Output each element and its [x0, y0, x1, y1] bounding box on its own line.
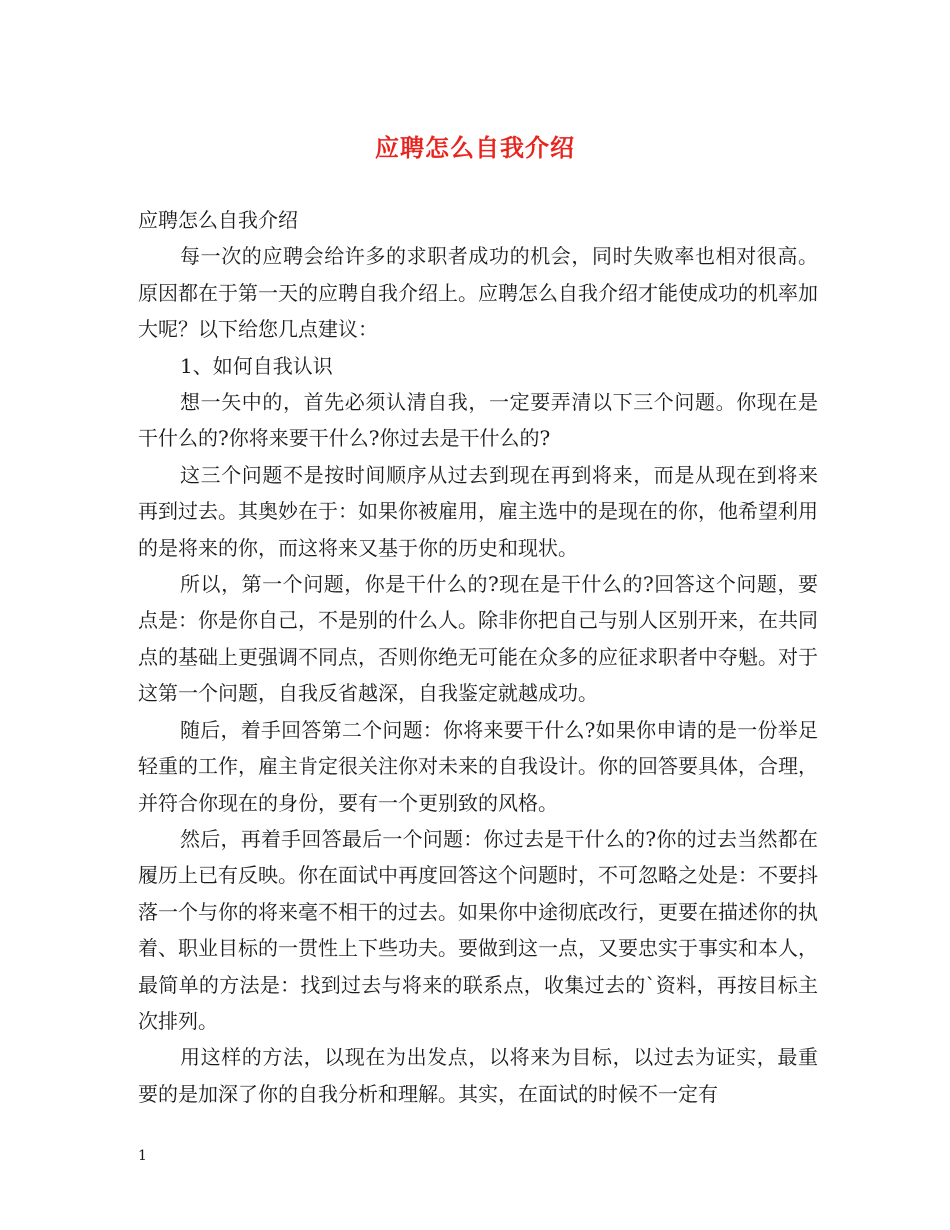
section-heading: 1、如何自我认识	[180, 353, 333, 378]
page-number: 1	[138, 1148, 147, 1164]
paragraph: 随后，着手回答第二个问题：你将来要干什么?如果你申请的是一份举足轻重的工作，雇主肯定很关注你对未来的自我设计。你的回答要具体，合理，并符合你现在的身份，要有一个更别致的风格。	[138, 717, 818, 815]
paragraph: 所以，第一个问题，你是干什么的?现在是干什么的?回答这个问题，要点是：你是你自己，不是别的什么人。除非你把自己与别人区别开来，在共同点的基础上更强调不同点，否则你绝无可能在众多的应征求职者中夺魁。对于这第一个问题，自我反省越深，自我鉴定就越成功。	[138, 572, 818, 706]
paragraph-heading: 应聘怎么自我介绍	[138, 208, 298, 232]
document-title: 应聘怎么自我介绍	[375, 133, 575, 162]
paragraph: 想一矢中的，首先必须认清自我，一定要弄清以下三个问题。你现在是干什么的?你将来要干什么?你过去是干什么的?	[138, 390, 818, 451]
paragraph: 这三个问题不是按时间顺序从过去到现在再到将来，而是从现在到将来再到过去。其奥妙在于：如果你被雇用，雇主选中的是现在的你，他希望利用的是将来的你，而这将来又基于你的历史和现状。	[138, 462, 818, 560]
document-body	[138, 202, 818, 1112]
paragraph: 用这样的方法，以现在为出发点，以将来为目标，以过去为证实，最重要的是加深了你的自我分析和理解。其实，在面试的时候不一定有	[138, 1045, 818, 1106]
paragraph: 然后，再着手回答最后一个问题：你过去是干什么的?你的过去当然都在履历上已有反映。你在面试中再度回答这个问题时，不可忽略之处是：不要抖落一个与你的将来毫不相干的过去。如果你中途彻底改行，更要在描述你的执着、职业目标的一贯性上下些功夫。要做到这一点，又要忠实于事实和本人，最简单的方法是：找到过去与将来的联系点，收集过去的`资料，再按目标主次排列。	[138, 826, 818, 1033]
paragraph: 每一次的应聘会给许多的求职者成功的机会，同时失败率也相对很高。原因都在于第一天的应聘自我介绍上。应聘怎么自我介绍才能使成功的机率加大呢？以下给您几点建议：	[138, 244, 818, 342]
